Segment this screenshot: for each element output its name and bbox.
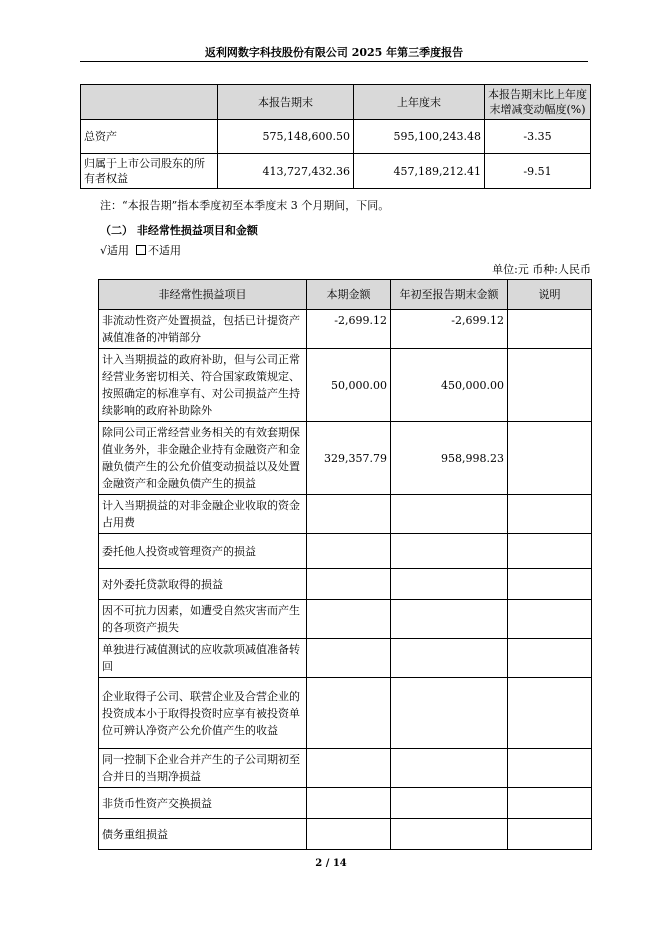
balance-summary-table	[80, 84, 591, 189]
period-amount	[307, 678, 391, 749]
item-label: 委托他人投资或管理资产的损益	[99, 534, 307, 569]
table-header-cell: 本报告期末	[218, 85, 354, 120]
item-label: 计入当期损益的对非金融企业收取的资金占用费	[99, 495, 307, 534]
checkbox-icon	[136, 245, 146, 255]
table-header-cell: 年初至报告期末金额	[391, 280, 508, 310]
row-label: 总资产	[81, 120, 218, 154]
item-note	[508, 819, 592, 850]
table-header-cell: 本报告期末比上年度末增减变动幅度(%)	[485, 85, 591, 120]
period-amount	[307, 749, 391, 788]
table-row	[99, 534, 592, 569]
applicability-row	[100, 242, 181, 258]
table-header-row	[81, 85, 591, 120]
item-label: 债务重组损益	[99, 819, 307, 850]
item-label: 非流动性资产处置损益，包括已计提资产减值准备的冲销部分	[99, 310, 307, 349]
ytd-amount	[391, 749, 508, 788]
table-row	[99, 600, 592, 639]
table-header-cell: 非经常性损益项目	[99, 280, 307, 310]
table-header-cell	[81, 85, 218, 120]
table-row	[99, 819, 592, 850]
header-divider	[80, 61, 588, 62]
item-note	[508, 678, 592, 749]
item-note	[508, 600, 592, 639]
table-header-cell: 本期金额	[307, 280, 391, 310]
period-amount: 329,357.79	[307, 422, 391, 495]
period-amount	[307, 495, 391, 534]
item-label: 同一控制下企业合并产生的子公司期初至合并日的当期净损益	[99, 749, 307, 788]
item-label: 对外委托贷款取得的损益	[99, 569, 307, 600]
table-row	[99, 422, 592, 495]
item-note	[508, 534, 592, 569]
period-amount: 50,000.00	[307, 349, 391, 422]
table-header-cell: 上年度末	[354, 85, 485, 120]
ytd-amount	[391, 495, 508, 534]
table-row	[99, 310, 592, 349]
period-amount	[307, 569, 391, 600]
footnote: 注：“本报告期”指本季度初至本季度末 3 个月期间，下同。	[100, 199, 390, 212]
ytd-amount: -2,699.12	[391, 310, 508, 349]
item-label: 除同公司正常经营业务相关的有效套期保值业务外，非金融企业持有金融资产和金融负债产生的公允价值变动损益以及处置金融资产和金融负债产生的损益	[99, 422, 307, 495]
table-header-cell: 说明	[508, 280, 592, 310]
period-amount	[307, 788, 391, 819]
ytd-amount	[391, 678, 508, 749]
non-recurring-items-table	[98, 279, 592, 850]
ytd-amount	[391, 788, 508, 819]
table-row	[99, 495, 592, 534]
current-value: 575,148,600.50	[218, 120, 354, 154]
item-label: 企业取得子公司、联营企业及合营企业的投资成本小于取得投资时应享有被投资单位可辨认净资产公允价值产生的收益	[99, 678, 307, 749]
table-row	[99, 349, 592, 422]
table-row	[99, 678, 592, 749]
ytd-amount	[391, 534, 508, 569]
item-note	[508, 310, 592, 349]
item-note	[508, 349, 592, 422]
item-note	[508, 422, 592, 495]
ytd-amount: 958,998.23	[391, 422, 508, 495]
period-amount: -2,699.12	[307, 310, 391, 349]
item-note	[508, 495, 592, 534]
change-value: -9.51	[485, 154, 591, 189]
period-amount	[307, 819, 391, 850]
item-label: 非货币性资产交换损益	[99, 788, 307, 819]
check-mark-icon: √	[100, 244, 108, 257]
table-row	[81, 120, 591, 154]
page-number: 2 / 14	[315, 858, 347, 869]
period-amount	[307, 600, 391, 639]
item-note	[508, 749, 592, 788]
ytd-amount	[391, 639, 508, 678]
ytd-amount	[391, 600, 508, 639]
prior-value: 457,189,212.41	[354, 154, 485, 189]
row-label: 归属于上市公司股东的所有者权益	[81, 154, 218, 189]
table-row	[81, 154, 591, 189]
prior-value: 595,100,243.48	[354, 120, 485, 154]
item-note	[508, 788, 592, 819]
change-value: -3.35	[485, 120, 591, 154]
item-label: 单独进行减值测试的应收款项减值准备转回	[99, 639, 307, 678]
not-applicable-label: 不适用	[148, 244, 182, 257]
table-header-row	[99, 280, 592, 310]
ytd-amount: 450,000.00	[391, 349, 508, 422]
period-amount	[307, 534, 391, 569]
unit-currency-label: 单位:元 币种:人民币	[492, 263, 591, 276]
table-row	[99, 788, 592, 819]
period-amount	[307, 639, 391, 678]
ytd-amount	[391, 819, 508, 850]
table-row	[99, 569, 592, 600]
table-row	[99, 749, 592, 788]
page-header-title: 返利网数字科技股份有限公司 2025 年第三季度报告	[204, 46, 464, 59]
table-row	[99, 639, 592, 678]
section-title: （二） 非经常性损益项目和金额	[100, 224, 258, 237]
item-note	[508, 639, 592, 678]
current-value: 413,727,432.36	[218, 154, 354, 189]
item-note	[508, 569, 592, 600]
item-label: 计入当期损益的政府补助，但与公司正常经营业务密切相关、符合国家政策规定、按照确定的标准享有、对公司损益产生持续影响的政府补助除外	[99, 349, 307, 422]
applicable-label: 适用	[107, 244, 130, 257]
ytd-amount	[391, 569, 508, 600]
item-label: 因不可抗力因素，如遭受自然灾害而产生的各项资产损失	[99, 600, 307, 639]
